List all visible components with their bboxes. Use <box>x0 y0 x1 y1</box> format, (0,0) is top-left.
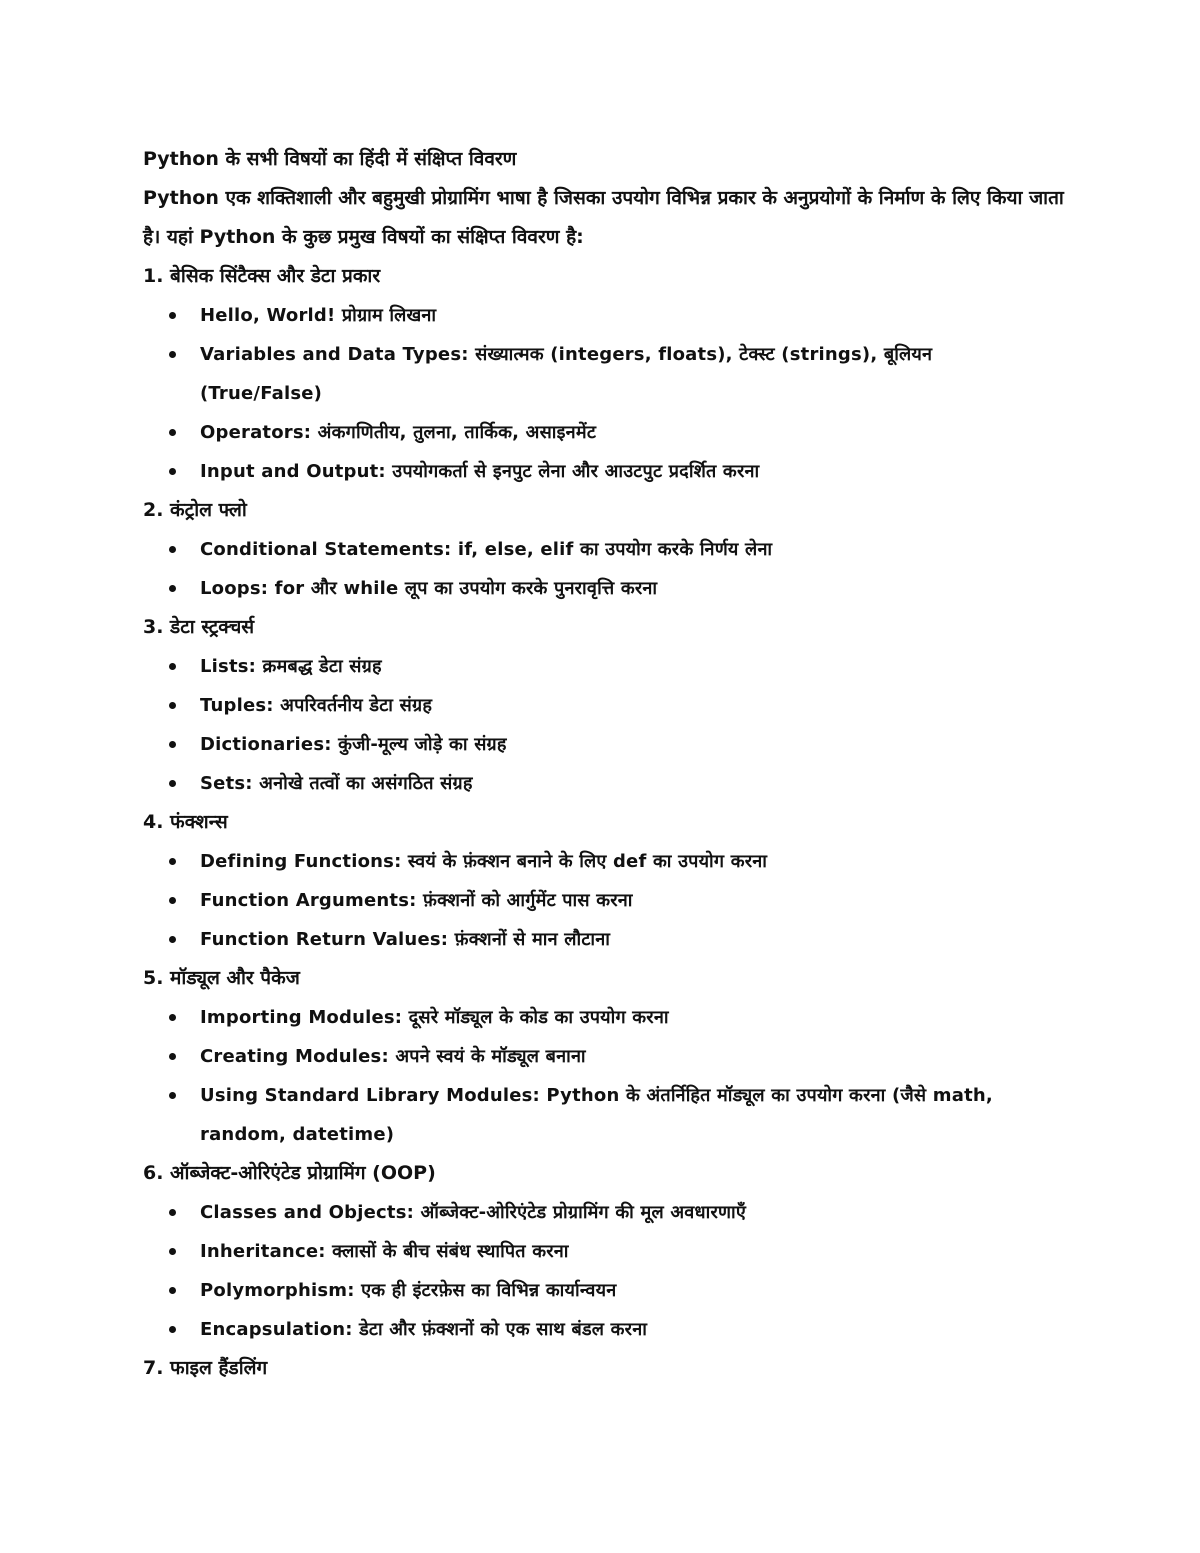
bullet-list <box>143 530 1103 608</box>
list-item <box>143 998 1020 1037</box>
bullet-list <box>143 842 1103 959</box>
list-item <box>143 725 1020 764</box>
bullet-icon <box>169 468 176 475</box>
list-item <box>143 647 1020 686</box>
list-item-text: Using Standard Library Modules: Python के अंतर्निहित मॉड्यूल का उपयोग करना (जैसे math, random, datetime) <box>200 1085 993 1145</box>
list-item-text: Conditional Statements: if, else, elif का उपयोग करके निर्णय लेना <box>200 539 773 560</box>
section-heading: 1. बेसिक सिंटैक्स और डेटा प्रकार <box>143 265 381 287</box>
list-item-text: Sets: अनोखे तत्वों का असंगठित संग्रह <box>200 773 473 794</box>
list-item <box>143 686 1020 725</box>
list-item-text: Variables and Data Types: संख्यात्मक (integers, floats), टेक्स्ट (strings), बूलियन (True/False) <box>200 344 933 404</box>
list-item <box>143 530 1020 569</box>
section-data-structures <box>143 608 1103 803</box>
bullet-icon <box>169 546 176 553</box>
list-item-text: Defining Functions: स्वयं के फ़ंक्शन बनाने के लिए def का उपयोग करना <box>200 851 768 872</box>
list-item-text: Creating Modules: अपने स्वयं के मॉड्यूल बनाना <box>200 1046 586 1067</box>
bullet-icon <box>169 1053 176 1060</box>
list-item <box>143 1037 1020 1076</box>
section-heading: 4. फंक्शन्स <box>143 811 228 833</box>
section-modules <box>143 959 1103 1154</box>
section-functions <box>143 803 1103 959</box>
bullet-list <box>143 647 1103 803</box>
document-page <box>143 140 1103 1388</box>
section-heading: 3. डेटा स्ट्रक्चर्स <box>143 616 255 638</box>
bullet-icon <box>169 1287 176 1294</box>
section-heading: 5. मॉड्यूल और पैकेज <box>143 967 300 989</box>
list-item-text: Function Return Values: फ़ंक्शनों से मान लौटाना <box>200 929 611 950</box>
list-item <box>143 842 1020 881</box>
list-item-text: Input and Output: उपयोगकर्ता से इनपुट लेना और आउटपुट प्रदर्शित करना <box>200 461 760 482</box>
list-item-text: Hello, World! प्रोग्राम लिखना <box>200 305 437 326</box>
list-item <box>143 452 1020 491</box>
list-item <box>143 413 1020 452</box>
bullet-list <box>143 296 1103 491</box>
bullet-icon <box>169 1248 176 1255</box>
section-control-flow <box>143 491 1103 608</box>
list-item-text: Classes and Objects: ऑब्जेक्ट-ओरिएंटेड प्रोग्रामिंग की मूल अवधारणाएँ <box>200 1202 747 1223</box>
list-item-text: Inheritance: क्लासों के बीच संबंध स्थापित करना <box>200 1241 569 1262</box>
list-item-text: Encapsulation: डेटा और फ़ंक्शनों को एक साथ बंडल करना <box>200 1319 648 1340</box>
list-item-text: Importing Modules: दूसरे मॉड्यूल के कोड का उपयोग करना <box>200 1007 669 1028</box>
list-item-text: Loops: for और while लूप का उपयोग करके पुनरावृत्ति करना <box>200 578 658 599</box>
bullet-icon <box>169 1326 176 1333</box>
list-item-text: Function Arguments: फ़ंक्शनों को आर्गुमेंट पास करना <box>200 890 633 911</box>
bullet-icon <box>169 1209 176 1216</box>
list-item-text: Tuples: अपरिवर्तनीय डेटा संग्रह <box>200 695 433 716</box>
list-item <box>143 296 1020 335</box>
list-item <box>143 881 1020 920</box>
bullet-icon <box>169 1014 176 1021</box>
intro-paragraph: Python एक शक्तिशाली और बहुमुखी प्रोग्रामिंग भाषा है जिसका उपयोग विभिन्न प्रकार के अनुप्रयोगों के निर्माण के लिए किया जाता है। यहां Python के कुछ प्रमुख विषयों का संक्षिप्त विवरण है: <box>143 187 1064 248</box>
list-item-text: Dictionaries: कुंजी-मूल्य जोड़े का संग्रह <box>200 734 507 755</box>
bullet-icon <box>169 663 176 670</box>
list-item <box>143 1232 1020 1271</box>
bullet-icon <box>169 702 176 709</box>
bullet-icon <box>169 585 176 592</box>
list-item-text: Lists: क्रमबद्ध डेटा संग्रह <box>200 656 382 677</box>
bullet-icon <box>169 858 176 865</box>
section-heading: 7. फाइल हैंडलिंग <box>143 1357 268 1379</box>
bullet-list <box>143 1193 1103 1349</box>
section-heading: 6. ऑब्जेक्ट-ओरिएंटेड प्रोग्रामिंग (OOP) <box>143 1162 436 1184</box>
list-item-text: Polymorphism: एक ही इंटरफ़ेस का विभिन्न कार्यान्वयन <box>200 1280 617 1301</box>
bullet-icon <box>169 351 176 358</box>
document-title: Python के सभी विषयों का हिंदी में संक्षिप्त विवरण <box>143 148 517 170</box>
section-basic-syntax <box>143 257 1103 491</box>
bullet-icon <box>169 741 176 748</box>
list-item <box>143 1310 1020 1349</box>
bullet-icon <box>169 312 176 319</box>
bullet-icon <box>169 780 176 787</box>
list-item <box>143 335 1020 413</box>
bullet-icon <box>169 936 176 943</box>
list-item-text: Operators: अंकगणितीय, तुलना, तार्किक, असाइनमेंट <box>200 422 597 443</box>
bullet-icon <box>169 429 176 436</box>
list-item <box>143 920 1020 959</box>
bullet-icon <box>169 897 176 904</box>
list-item <box>143 764 1020 803</box>
section-heading: 2. कंट्रोल फ्लो <box>143 499 247 521</box>
section-oop <box>143 1154 1103 1349</box>
section-file-handling <box>143 1349 1103 1388</box>
list-item <box>143 1076 1020 1154</box>
bullet-icon <box>169 1092 176 1099</box>
bullet-list <box>143 998 1103 1154</box>
list-item <box>143 1271 1020 1310</box>
list-item <box>143 1193 1020 1232</box>
list-item <box>143 569 1020 608</box>
